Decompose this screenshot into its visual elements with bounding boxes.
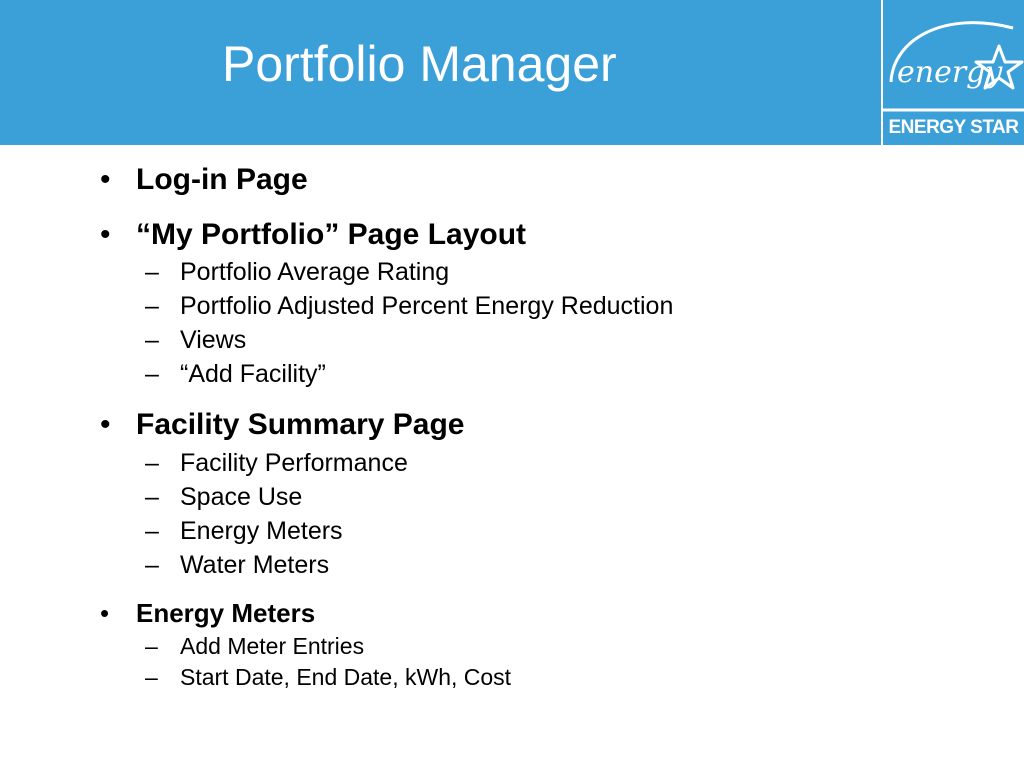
bullet-icon: •	[100, 408, 111, 441]
sub-item	[145, 258, 450, 287]
bullet-text: Energy Meters	[136, 598, 316, 628]
bullet-energy-meters	[100, 598, 316, 629]
sub-item-text: Facility Performance	[180, 449, 408, 477]
sub-item-text: Start Date, End Date, kWh, Cost	[180, 664, 512, 690]
bullet-text: “My Portfolio” Page Layout	[136, 218, 527, 251]
bullet-text: Log-in Page	[136, 163, 308, 196]
sub-item	[145, 517, 343, 546]
bullet-my-portfolio-layout	[100, 218, 527, 253]
sub-item-text: Portfolio Average Rating	[180, 258, 450, 286]
dash-icon: –	[145, 326, 159, 354]
sub-item	[145, 483, 303, 512]
sub-item	[145, 360, 326, 389]
sub-item-text: Water Meters	[180, 551, 330, 579]
dash-icon: –	[145, 292, 159, 320]
sub-item	[145, 664, 512, 690]
dash-icon: –	[145, 360, 159, 388]
sub-item	[145, 326, 247, 355]
dash-icon: –	[145, 551, 159, 579]
dash-icon: –	[145, 633, 158, 659]
sub-item-text: Views	[180, 326, 247, 354]
dash-icon: –	[145, 258, 159, 286]
sub-item-text: Portfolio Adjusted Percent Energy Reduction	[180, 292, 674, 320]
logo-label: ENERGY STAR	[888, 117, 1019, 138]
bullet-icon: •	[100, 218, 111, 251]
dash-icon: –	[145, 449, 159, 477]
sub-item-text: “Add Facility”	[180, 360, 326, 388]
sub-item	[145, 449, 408, 478]
sub-item	[145, 633, 365, 659]
sub-item-text: Space Use	[180, 483, 303, 511]
sub-item	[145, 551, 330, 580]
sub-item-text: Energy Meters	[180, 517, 343, 545]
bullet-facility-summary-page	[100, 408, 465, 443]
bullet-text: Facility Summary Page	[136, 408, 465, 441]
bullet-icon: •	[100, 163, 111, 196]
slide-title: Portfolio Manager	[222, 36, 617, 92]
dash-icon: –	[145, 483, 159, 511]
bullet-icon: •	[100, 598, 110, 628]
bullet-log-in-page	[100, 163, 308, 198]
dash-icon: –	[145, 517, 159, 545]
sub-item-text: Add Meter Entries	[180, 633, 365, 659]
dash-icon: –	[145, 664, 158, 690]
sub-item	[145, 292, 674, 321]
logo-script: energy	[897, 55, 1003, 90]
